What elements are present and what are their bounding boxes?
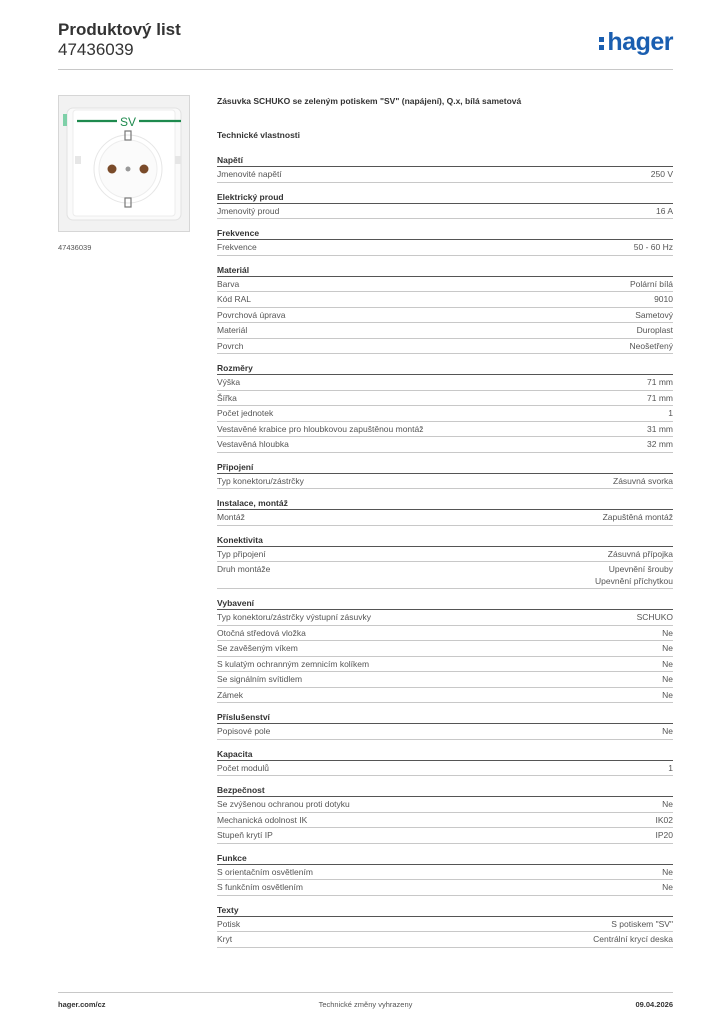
spec-row [217,547,673,563]
spec-row [217,406,673,422]
spec-row [217,932,673,948]
spec-label: Povrchová úprava [217,309,286,320]
spec-row [217,657,673,673]
spec-label: Se signálním svítidlem [217,674,303,684]
spec-row [217,865,673,881]
spec-row [217,422,673,438]
spec-label: Mechanická odolnost IK [217,814,308,825]
spec-row [217,626,673,642]
spec-group-title: Připojení [217,460,673,474]
spec-group-title: Příslušenství [217,710,673,724]
spec-label: Povrch [217,340,244,351]
spec-label: Montáž [217,512,245,522]
spec-label: Vestavěná hloubka [217,439,289,449]
spec-label: Výška [217,377,241,387]
spec-group-title: Vybavení [217,596,673,610]
spec-row [217,292,673,308]
spec-label: Vestavěné krabice pro hloubkovou zapuštěnou montáž [217,423,424,434]
spec-label: S funkčním osvětlením [217,882,303,892]
spec-group [217,361,673,453]
spec-group [217,153,673,183]
logo-dots-icon [599,35,605,51]
spec-label: Typ konektoru/zástrčky výstupní zásuvky [217,612,372,622]
product-number: 47436039 [58,40,134,59]
footer-website[interactable]: hager.com/cz [58,1000,106,1009]
spec-group-title: Napětí [217,153,673,167]
spec-row [217,323,673,339]
spec-label: S kulatým ochranným zemnicím kolíkem [217,658,370,669]
spec-group [217,783,673,844]
spec-value: 16 A [655,205,673,216]
spec-label: Se zavěšeným víkem [217,643,298,653]
spec-row [217,339,673,355]
footer-date: 09.04.2026 [635,1000,673,1009]
spec-group [217,747,673,777]
spec-value: Ne [662,799,673,809]
spec-group-title: Instalace, montáž [217,496,673,510]
spec-label: Počet jednotek [217,408,274,418]
spec-value: 50 - 60 Hz [633,242,673,252]
spec-value: Ne [662,627,673,638]
spec-row [217,510,673,526]
spec-row [217,375,673,391]
product-name: Zásuvka SCHUKO se zeleným potiskem "SV" (napájení), Q.x, bílá sametová [217,96,522,106]
spec-value: IK02 [655,814,673,825]
spec-row [217,562,673,589]
hager-logo: hager [599,28,673,57]
spec-label: Otočná středová vložka [217,627,306,638]
spec-value: Neošetřený [629,340,673,351]
spec-group-title: Frekvence [217,226,673,240]
spec-group-title: Materiál [217,263,673,277]
spec-group [217,226,673,256]
spec-group-title: Bezpečnost [217,783,673,797]
spec-row [217,917,673,933]
product-image [58,95,190,232]
spec-row [217,672,673,688]
spec-group-title: Texty [217,903,673,917]
footer-disclaimer: Technické změny vyhrazeny [318,1000,413,1009]
spec-value: 250 V [650,169,673,179]
spec-value: 1 [668,762,673,773]
spec-row [217,688,673,704]
spec-group-title: Funkce [217,851,673,865]
spec-row [217,880,673,896]
spec-label: Kód RAL [217,294,252,304]
spec-content [217,95,673,955]
spec-group [217,533,673,590]
spec-label: Zámek [217,689,243,700]
spec-value: Duroplast [636,325,673,335]
spec-value [595,562,673,588]
spec-label: Popisové pole [217,726,271,736]
spec-row [217,724,673,740]
spec-row [217,474,673,490]
spec-value: IP20 [655,830,673,840]
spec-value: S potiskem "SV" [611,918,673,929]
spec-group [217,851,673,896]
image-caption: 47436039 [58,243,92,252]
spec-row [217,437,673,453]
spec-label: Počet modulů [217,762,269,773]
spec-label: Materiál [217,325,248,335]
spec-value: 31 mm [647,423,673,434]
spec-row [217,277,673,293]
spec-value: Zapuštěná montáž [602,512,673,522]
spec-label: Se zvýšenou ochranou proti dotyku [217,799,350,809]
spec-value: Ne [662,689,673,700]
spec-group [217,903,673,948]
spec-label: Šířka [217,392,237,403]
spec-group [217,460,673,490]
spec-label: Typ konektoru/zástrčky [217,475,304,486]
spec-row [217,167,673,183]
spec-row [217,240,673,256]
svg-text:SV: SV [119,115,137,129]
spec-value: 1 [668,408,673,418]
page-footer [58,992,673,1014]
spec-label: Barva [217,278,240,289]
spec-label: Potisk [217,918,241,929]
spec-value: Ne [662,882,673,892]
spec-label: Frekvence [217,242,257,252]
spec-row [217,828,673,844]
spec-value: 71 mm [647,377,673,387]
spec-value: Centrální krycí deska [593,934,673,944]
spec-group [217,263,673,355]
spec-value: Ne [662,866,673,877]
spec-group-title: Elektrický proud [217,190,673,204]
spec-value: 71 mm [647,392,673,403]
spec-value: Zásuvná svorka [613,475,673,486]
spec-value: Zásuvná přípojka [607,548,673,559]
spec-group [217,710,673,740]
spec-value-line: Upevnění šrouby [608,564,673,574]
spec-row [217,761,673,777]
spec-label: S orientačním osvětlením [217,866,313,877]
spec-group-title: Rozměry [217,361,673,375]
spec-label: Druh montáže [217,564,271,574]
spec-label: Stupeň krytí IP [217,830,273,840]
spec-value: SCHUKO [636,612,673,622]
spec-label: Kryt [217,934,233,944]
spec-label: Typ připojení [217,548,266,559]
spec-group [217,596,673,703]
spec-group-title: Kapacita [217,747,673,761]
page-header [58,20,673,70]
spec-value: Ne [662,726,673,736]
spec-row [217,641,673,657]
spec-value: Polární bílá [630,278,673,289]
spec-value: Ne [662,674,673,684]
spec-value: 9010 [654,294,673,304]
page-title: Produktový list [58,20,181,39]
spec-row [217,797,673,813]
spec-group-title: Konektivita [217,533,673,547]
spec-row [217,610,673,626]
spec-groups [217,153,673,948]
spec-value: Ne [662,658,673,669]
spec-label: Jmenovitý proud [217,205,280,216]
spec-value: 32 mm [647,439,673,449]
spec-label: Jmenovité napětí [217,169,282,179]
technical-properties-title: Technické vlastnosti [217,130,300,140]
spec-row [217,308,673,324]
spec-group [217,496,673,526]
spec-value-line: Upevnění příchytkou [595,576,673,586]
spec-value: Ne [662,643,673,653]
spec-row [217,204,673,220]
spec-row [217,391,673,407]
spec-row [217,813,673,829]
spec-value: Sametový [635,309,673,320]
spec-group [217,190,673,220]
